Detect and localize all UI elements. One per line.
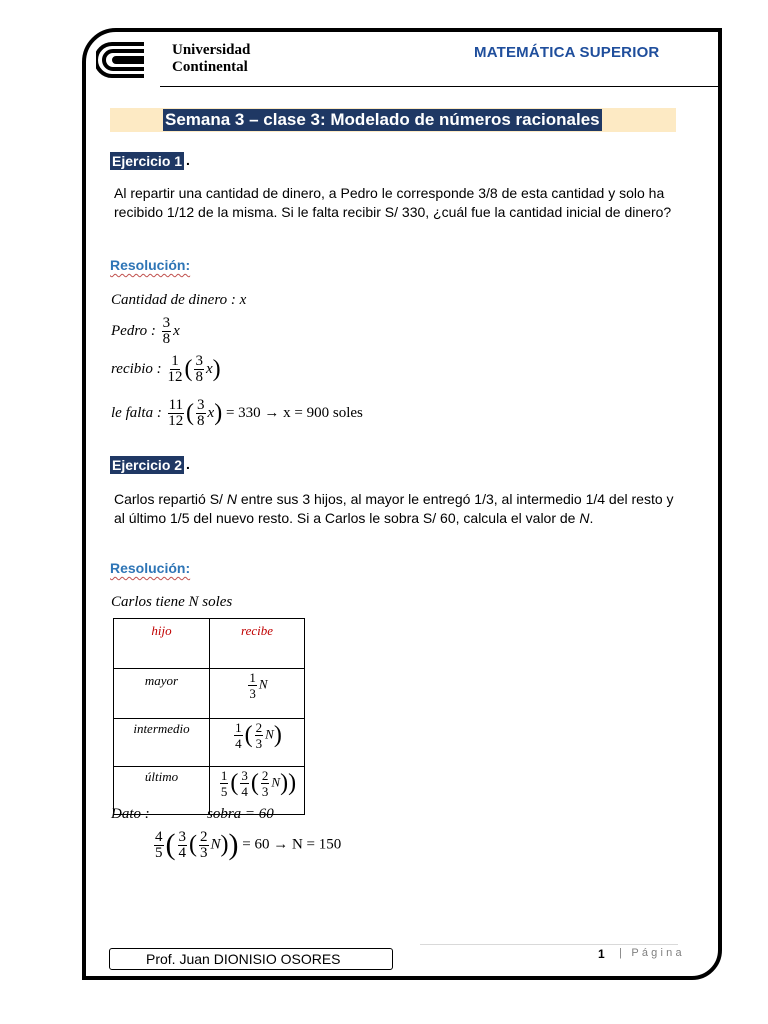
table-cell-hijo: último [114, 767, 210, 815]
final-equation: $\frac{4}{5}$ ( $\frac{3}{4}$ ( $\frac{2}{3}$ N)) = 60 → N = 150 [155, 828, 342, 861]
professor-name: Prof. Juan DIONISIO OSORES [109, 948, 393, 970]
exercise-2-problem: Carlos repartió S/ N entre sus 3 hijos, al mayor le entregó 1/3, al intermedio 1/4 del resto y al último 1/5 del nuevo resto. Si a Carlos le sobra S/ 60, calcula el valor de N. [114, 491, 674, 526]
header-divider [160, 86, 722, 87]
math-line-recibio: recibio : $\frac{1}{12}$ ( $\frac{3}{8}$ x) [111, 353, 221, 385]
table-header-hijo: hijo [114, 619, 210, 669]
table-cell-hijo: mayor [114, 669, 210, 719]
exercise-1-label: Ejercicio 1 [112, 153, 183, 169]
falta-result: = 330 → x = 900 soles [225, 404, 363, 421]
fraction: $\frac{3}{8}$ [162, 315, 171, 347]
exercise-1-problem: Al repartir una cantidad de dinero, a Pedro le corresponde 3/8 de esta cantidad y solo ha recibido 1/12 de la misma. Si le falta recibir S/ 330, ¿cuál fue la cantidad inicial de dinero? [114, 185, 672, 220]
resolution-2-label: Resolución: [110, 560, 191, 576]
final-result: = 60 → N = 150 [242, 836, 342, 853]
math-line-pedro: Pedro : $\frac{3}{8}$ x [111, 315, 180, 347]
exercise-2-label: Ejercicio 2 [112, 457, 183, 473]
math-line-falta: le falta : $\frac{11}{12}$ ( $\frac{3}{8}$ x) = 330 → x = 900 soles [111, 397, 363, 429]
table-header-recibe: recibe [210, 619, 305, 669]
footer-divider [420, 944, 678, 945]
distribution-table [113, 618, 305, 815]
course-title: MATEMÁTICA SUPERIOR [474, 44, 660, 61]
table-cell-recibe: $\frac{1}{5}$ ( $\frac{3}{4}$ ( $\frac{2}{3}$ N)) [210, 767, 305, 815]
table-cell-recibe: $\frac{1}{3}$ N [210, 669, 305, 719]
recibio-label: recibio : [111, 360, 162, 377]
dato-value: sobra = 60 [207, 806, 274, 822]
page-number: 1 [598, 947, 605, 961]
page-title: Semana 3 – clase 3: Modelado de números racionales [165, 110, 600, 129]
falta-label: le falta : [111, 404, 162, 421]
table-cell-recibe: $\frac{1}{4}$ ( $\frac{2}{3}$ N) [210, 719, 305, 767]
math-line-cantidad: Cantidad de dinero : x [111, 292, 247, 308]
exercise-2-dot: . [186, 456, 190, 472]
page-word: | Página [619, 947, 685, 959]
university-name: Universidad Continental [172, 42, 251, 75]
table-cell-hijo: intermedio [114, 719, 210, 767]
resolution-1-label: Resolución: [110, 257, 191, 273]
university-logo [96, 40, 160, 80]
pedro-label: Pedro : [111, 322, 156, 339]
exercise-1-dot: . [186, 152, 190, 168]
fraction: $\frac{11}{12}$ [168, 397, 184, 429]
fraction: $\frac{1}{12}$ [167, 353, 183, 385]
math-line-carlos: Carlos tiene N soles [111, 594, 233, 610]
dato-label: Dato : [111, 806, 150, 822]
